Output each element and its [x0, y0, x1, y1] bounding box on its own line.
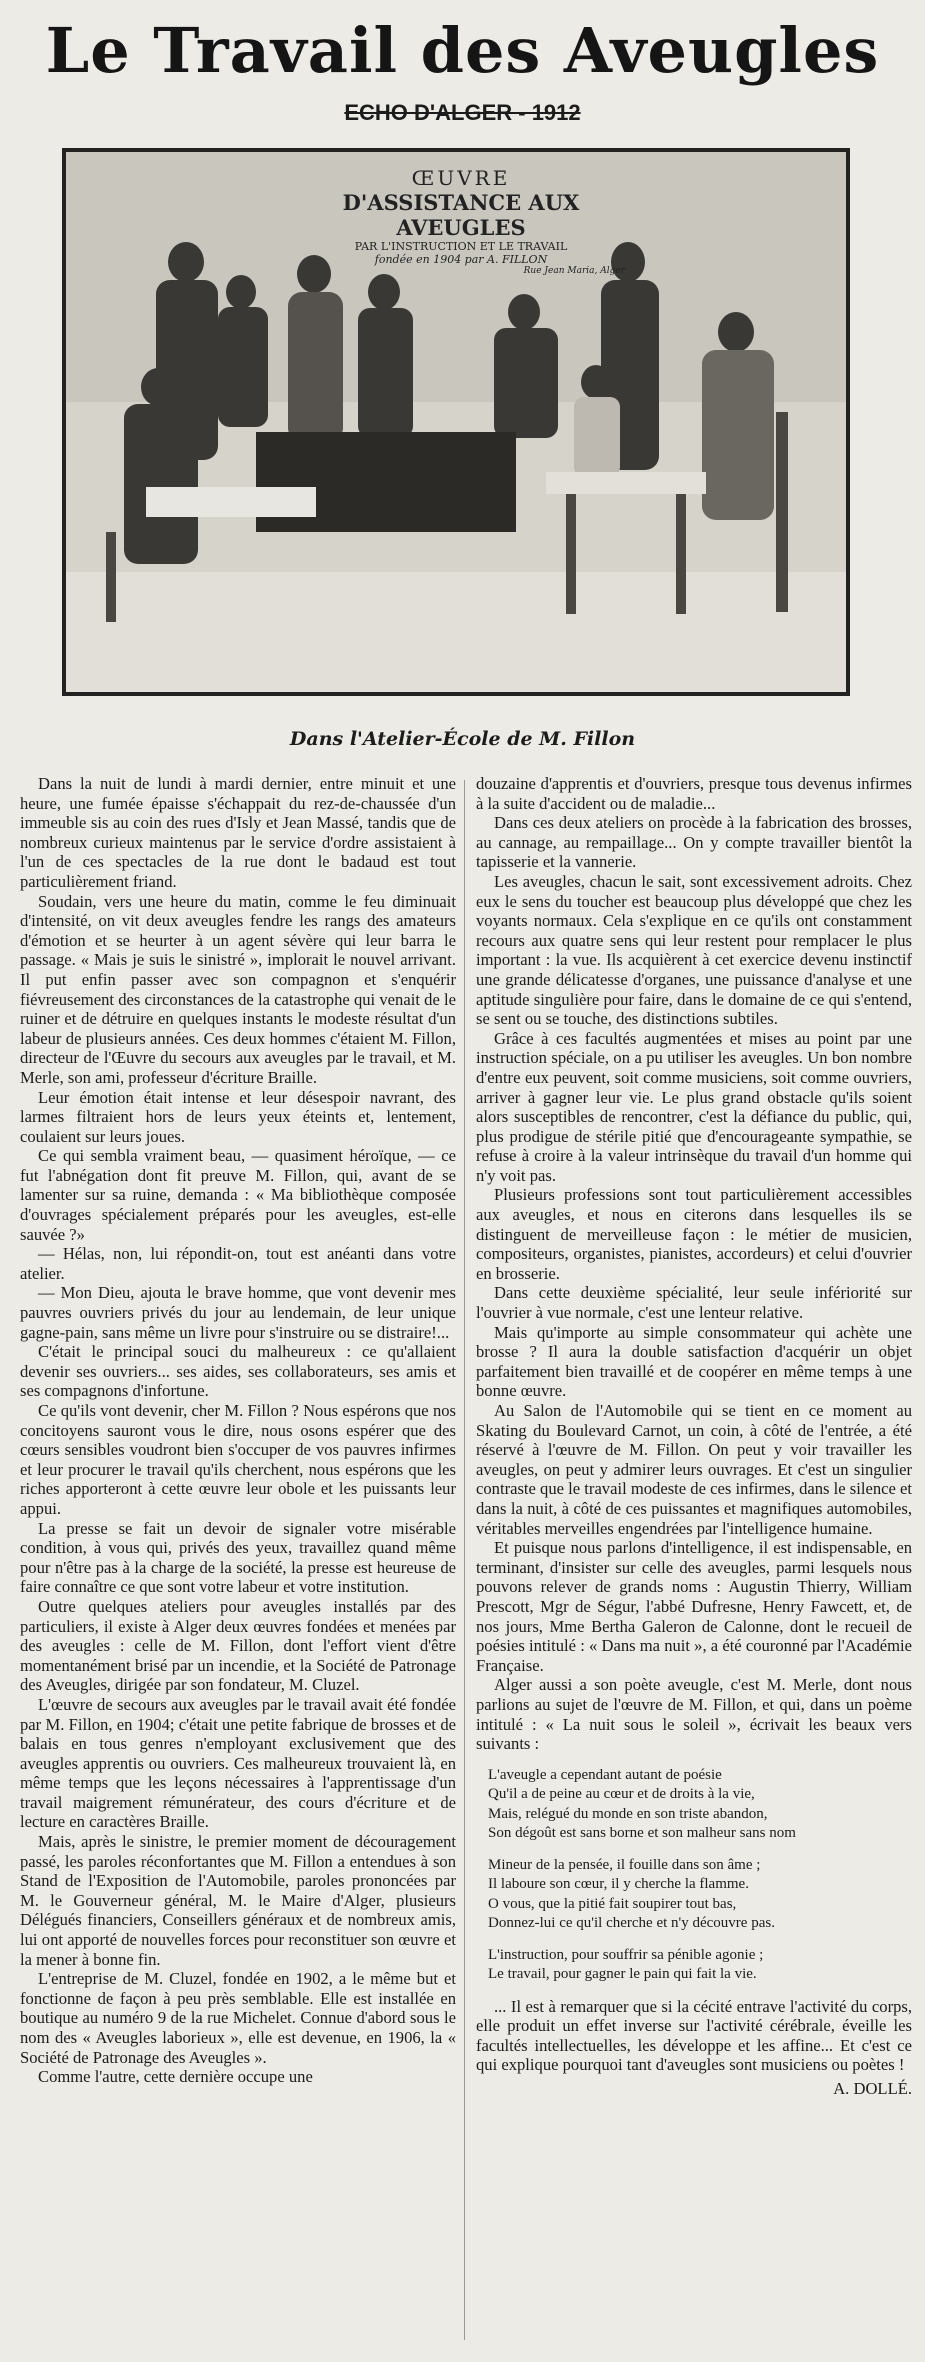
poem — [488, 1766, 912, 1985]
photo-caption: Dans l'Atelier-École de M. Fillon — [289, 728, 636, 750]
paragraph: Alger aussi a son poète aveugle, c'est M. Merle, dont nous parlions au sujet de l'œuvre de M. Fillon, et qui, dans un poème intitulé : « La nuit sous le soleil », écrivait les beaux vers suivants : — [476, 1675, 912, 1754]
oeuvre-sign — [281, 166, 641, 276]
poem-line: Qu'il a de peine au cœur et de droits à la vie, — [488, 1786, 755, 1803]
paragraph: Grâce à ces facultés augmentées et mises au point par une instruction spéciale, on a pu utiliser les aveugles. Un bon nombre d'entre eux peuvent, soit comme musiciens, soit comme ouvriers, arriver à gagner leur vie. Le plus grand obstacle qu'ils soient alors susceptibles de rencontrer, c'est la défiance du public, qui, plus prodigue de stérile pitié que d'encourageante sympathie, se refuse à croire à la valeur intrinsèque du travail d'un homme qui n'y voit pas. — [476, 1028, 912, 1185]
left-column — [20, 774, 456, 2344]
paragraph: Dans la nuit de lundi à mardi dernier, entre minuit et une heure, une fumée épaisse s'échappait du rez-de-chaussée d'un immeuble sis au coin des rues d'Isly et Jean Massé, tandis que de nombreux curieux maintenus par le service d'ordre assistaient à l'un de ces spectacles de la rue dont le badaud est tout particulièrement friand. — [20, 774, 456, 891]
poem-line: L'instruction, pour souffrir sa pénible agonie ; — [488, 1946, 764, 1963]
poem-line: Donnez-lui ce qu'il cherche et n'y découvre pas. — [488, 1915, 775, 1932]
poem-line: L'aveugle a cependant autant de poésie — [488, 1766, 722, 1783]
paragraph: C'était le principal souci du malheureux : ce qu'allaient devenir ses ouvriers... ses aides, ses collaborateurs, ses amis et ses compagnons d'infortune. — [20, 1342, 456, 1401]
paragraph: Soudain, vers une heure du matin, comme le feu diminuait d'intensité, on vit deux aveugles fendre les rangs des amateurs d'émotion et se heurter à un agent sévère qui leur barra le passage. « Mais je suis le sinistré », implorait le nouvel arrivant. Il put enfin passer avec son compagnon et s'enquérir fiévreusement des circonstances de la catastrophe qui venait de le ruiner et de détruire en quelques instants le modeste résultat d'un labeur de plusieurs années. Ces deux hommes c'étaient M. Fillon, directeur de l'Œuvre du secours aux aveugles par le travail, et M. Merle, son ami, professeur d'écriture Braille. — [20, 891, 456, 1087]
paragraph: Mais, après le sinistre, le premier moment de découragement passé, les paroles réconfortantes que M. Fillon a entendues à son Stand de l'Exposition de l'Automobile, paroles prononcées par M. le Gouverneur général, M. le Maire d'Alger, plusieurs Délégués financiers, Conseillers généraux et de nombreux amis, lui ont apporté de nouvelles forces pour reconstituer son œuvre et la mener à bonne fin. — [20, 1832, 456, 1969]
paragraph: Ce qui sembla vraiment beau, — quasiment héroïque, — ce fut l'abnégation dont fit preuve M. Fillon, qui, avant de se lamenter sur sa ruine, demanda : « Ma bibliothèque composée d'ouvrages spécialement préparés pour les aveugles, est-elle sauvée ?» — [20, 1146, 456, 1244]
paragraph: Dans ces deux ateliers on procède à la fabrication des brosses, au cannage, au rempaillage... On y compte travailler bientôt la tapisserie et la vannerie. — [476, 813, 912, 872]
paragraph: Mais qu'importe au simple consommateur qui achète une brosse ? Il aura la double satisfaction d'acquérir un objet parfaitement bien travaillé et de coopérer en même temps à une bonne œuvre. — [476, 1322, 912, 1401]
poem-line: Son dégoût est sans borne et son malheur sans nom — [488, 1825, 796, 1842]
paragraph: — Hélas, non, lui répondit-on, tout est anéanti dans votre atelier. — [20, 1244, 456, 1283]
paragraph: Dans cette deuxième spécialité, leur seule infériorité sur l'ouvrier à vue normale, c'est une lenteur relative. — [476, 1283, 912, 1323]
closing-paragraph: ... Il est à remarquer que si la cécité entrave l'activité du corps, elle produit un effet inverse sur l'activité cérébrale, éveille les facultés intellectuelles, les développe et les affine... Et c'est ce qui explique pourquoi tant d'aveugles sont musiciens ou poètes ! — [476, 1996, 912, 2075]
sign-line: fondée en 1904 par A. FILLON — [374, 253, 548, 266]
workshop-photo — [62, 148, 850, 696]
poem-stanza — [488, 1766, 912, 1844]
paragraph: Outre quelques ateliers pour aveugles installés par des particuliers, il existe à Alger deux œuvres fondées et menées par des aveugles : celle de M. Fillon, dont l'effort vient d'être momentanément brisé par un incendie, et la Société de Patronage des Aveugles, dirigée par son fondateur, M. Cluzel. — [20, 1596, 456, 1695]
poem-line: O vous, que la pitié fait soupirer tout bas, — [488, 1895, 737, 1912]
paragraph: douzaine d'apprentis et d'ouvriers, presque tous devenus infirmes à la suite d'accident ou de maladie... — [476, 774, 912, 813]
paragraph: Les aveugles, chacun le sait, sont excessivement adroits. Chez eux le sens du toucher est beaucoup plus développé que chez les voyants normaux. Cela s'explique en ce qu'ils ont constamment recours aux quatre sens qui leur restent pour remplacer le plus important : la vue. Ils acquièrent à cet exercice devenu instinctif une grande délicatesse d'organes, une puissance d'analyse et une aptitude singulière pour faire, dans le domaine de ce qui s'entend, se sent ou se touche, des distinctions subtiles. — [476, 871, 912, 1029]
source-line — [0, 100, 925, 126]
sign-line: ŒUVRE — [411, 166, 511, 190]
paragraph: Ce qu'ils vont devenir, cher M. Fillon ? Nous espérons que nos concitoyens sauront vous le dire, nous osons espérer que des cœurs sensibles voudront bien s'occuper de vos pauvres infirmes et leur procurer le travail qu'ils cherchent, nous espérons que les riches apporteront à cette œuvre leur obole et les puissants leur appui. — [20, 1401, 456, 1518]
poem-line: Mais, relégué du monde en son triste abandon, — [488, 1805, 768, 1822]
sign-line: D'ASSISTANCE AUX AVEUGLES — [342, 190, 580, 240]
paragraph: Plusieurs professions sont tout particulièrement accessibles aux aveugles, et nous en citerons dans lesquelles ils se distinguent de merveilleuse façon : le métier de musicien, compositeurs, organistes, pianistes, accordeurs) et celui d'ouvrier en brosserie. — [476, 1185, 912, 1283]
paragraph: Au Salon de l'Automobile qui se tient en ce moment au Skating du Boulevard Carnot, un coin, à côté de l'entrée, a été réservé à l'œuvre de M. Fillon. On peut y voir travailler les aveugles, on peut y admirer leurs ouvrages. Et c'est un singulier contraste que le travail modeste de ces infirmes, dans le silence et dans la nuit, à côté de ces puissantes et magnifiques automobiles, véritables merveilles engendrées par l'intelligence humaine. — [476, 1401, 912, 1538]
source-text: ECHO D'ALGER - 1912 — [344, 100, 581, 125]
paragraph: Comme l'autre, cette dernière occupe une — [38, 2067, 313, 2087]
poem-line: Il laboure son cœur, il y cherche la flamme. — [488, 1876, 749, 1893]
sign-line: PAR L'INSTRUCTION ET LE TRAVAIL — [354, 240, 568, 253]
poem-line: Mineur de la pensée, il fouille dans son âme ; — [488, 1856, 761, 1873]
paragraph: Leur émotion était intense et leur désespoir navrant, des larmes filtraient hors de leurs yeux éteints et, lentement, coulaient sur leurs joues. — [20, 1087, 456, 1146]
poem-stanza — [488, 1856, 912, 1934]
column-divider — [464, 780, 465, 2340]
paragraph: L'entreprise de M. Cluzel, fondée en 1902, a le même but et fonctionne de façon à peu près semblable. Elle est installée en boutique au numéro 9 de la rue Michelet. Connue d'abord sous le nom des « Aveugles laborieux », elle est devenue, en 1906, la « Société de Patronage des Aveugles ». — [20, 1969, 456, 2067]
right-column — [476, 774, 912, 2344]
paragraph: L'œuvre de secours aux aveugles par le travail avait été fondée par M. Fillon, en 1904; c'était une petite fabrique de brosses et de balais en tous genres n'employant exclusivement que des aveugles apprentis ou ouvriers. Ces malheureux trouvaient là, en même temps que les leçons nécessaires à l'apprentissage d'un travail maigrement rémunérateur, des cours d'écriture et de lecture en caractères Braille. — [20, 1694, 456, 1832]
paragraph: Et puisque nous parlons d'intelligence, il est indispensable, en terminant, d'insister sur celle des aveugles, parmi lesquels nous pouvons relever de grands noms : Augustin Thierry, William Prescott, Mgr de Ségur, l'abbé Dufresne, Henry Fawcett, et, de nos jours, Mme Bertha Galeron de Calonne, dont le recueil de poésies intitulé : « Dans ma nuit », a été couronné par l'Académie Française. — [476, 1538, 912, 1675]
poem-line: Le travail, pour gagner le pain qui fait la vie. — [488, 1966, 757, 1983]
paragraph: La presse se fait un devoir de signaler votre misérable condition, à vous qui, privés des yeux, travaillez quand même pour n'être pas à la charge de la société, la presse est heureuse de faire connaître ce que sont votre labeur et votre institution. — [20, 1518, 456, 1597]
paragraph: — Mon Dieu, ajouta le brave homme, que vont devenir mes pauvres ouvriers privés du jour au lendemain, de leur unique gagne-pain, sans même un livre pour s'instruire ou se distraire!... — [20, 1283, 456, 1342]
author-signature: A. DOLLÉ. — [833, 2079, 912, 2099]
sign-line: Rue Jean Maria, Alger — [523, 266, 625, 276]
article-title: Le Travail des Aveugles — [45, 14, 880, 87]
poem-stanza — [488, 1946, 912, 1985]
